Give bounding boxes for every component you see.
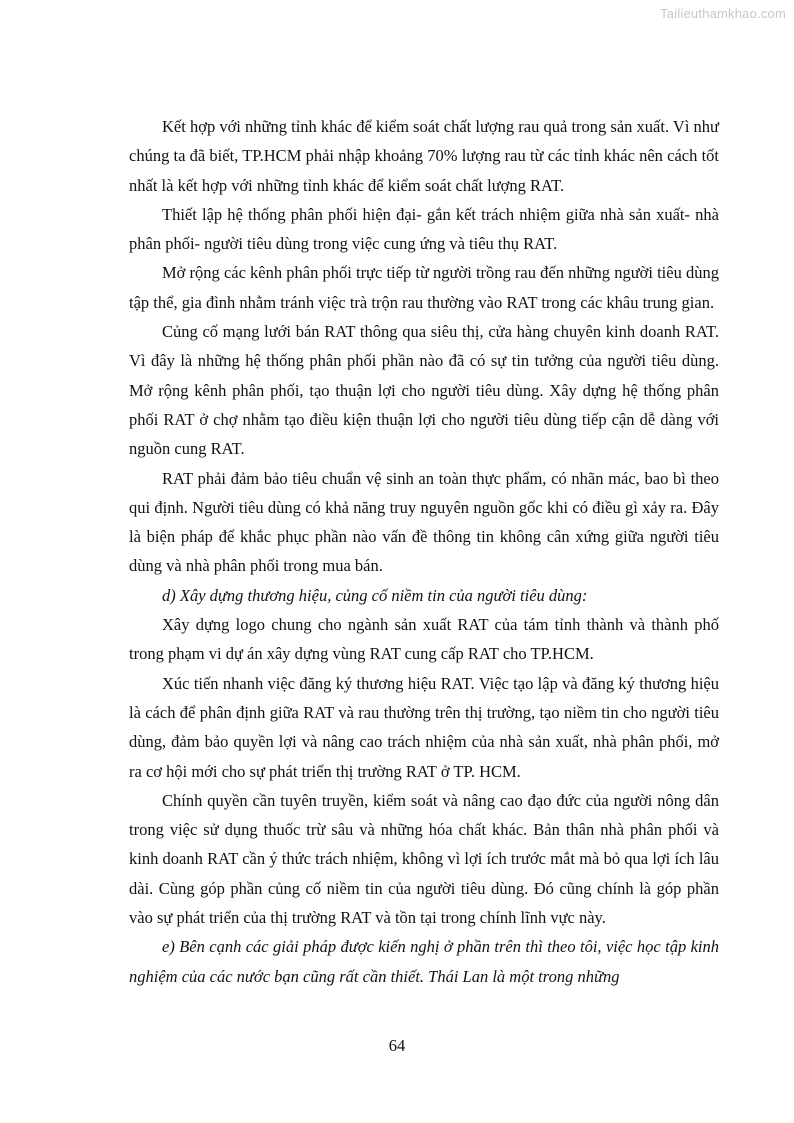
page-number: 64 [388,1036,406,1055]
paragraph: Củng cố mạng lưới bán RAT thông qua siêu thị, cửa hàng chuyên kinh doanh RAT. Vì đây là những hệ thống phân phối phần nào đã có sự tin tưởng của người tiêu dùng. Mở rộng kênh phân phối, tạo thuận lợi cho người tiêu dùng. Xây dựng hệ thống phân phối RAT ở chợ nhằm tạo điều kiện thuận lợi cho người tiêu dùng tiếp cận dễ dàng với nguồn cung RAT. [129,322,719,459]
paragraph: RAT phải đảm bảo tiêu chuẩn vệ sinh an toàn thực phẩm, có nhãn mác, bao bì theo qui định. Người tiêu dùng có khả năng truy nguyên nguồn gốc khi có điều gì xảy ra. Đây là biện pháp để khắc phục phần nào vấn đề thông tin không cân xứng giữa người tiêu dùng và nhà phân phối trong mua bán. [129,468,719,576]
paragraph: Chính quyền cần tuyên truyền, kiểm soát và nâng cao đạo đức của người nông dân trong việc sử dụng thuốc trừ sâu và những hóa chất khác. Bản thân nhà phân phối và kinh doanh RAT cần ý thức trách nhiệm, không vì lợi ích trước mắt mà bỏ qua lợi ích lâu dài. Cùng góp phần củng cố niềm tin của người tiêu dùng. Đó cũng chính là góp phần vào sự phát triển của thị trường RAT và tồn tại trong chính lĩnh vực này. [129,790,719,928]
paragraph: Thiết lập hệ thống phân phối hiện đại- gắn kết trách nhiệm giữa nhà sản xuất- nhà phân phối- người tiêu dùng trong việc cung ứng và tiêu thụ RAT. [129,204,719,254]
watermark: Tailieuthamkhao.com [660,6,786,21]
paragraph: Mở rộng các kênh phân phối trực tiếp từ người trồng rau đến những người tiêu dùng tập thể, gia đình nhằm tránh việc trà trộn rau thường vào RAT trong các khâu trung gian. [129,263,719,312]
section-heading-d: d) Xây dựng thương hiệu, củng cố niềm tin của người tiêu dùng: [162,585,588,605]
paragraph: Kết hợp với những tỉnh khác để kiểm soát chất lượng rau quả trong sản xuất. Vì như chúng ta đã biết, TP.HCM phải nhập khoảng 70% lượng rau từ các tỉnh khác nên cách tốt nhất là kết hợp với những tỉnh khác để kiểm soát chất lượng RAT. [129,117,719,195]
paragraph: Xúc tiến nhanh việc đăng ký thương hiệu RAT. Việc tạo lập và đăng ký thương hiệu là cách để phân định giữa RAT và rau thường trên thị trường, tạo niềm tin cho người tiêu dùng, đảm bảo quyền lợi và nâng cao trách nhiệm của nhà sản xuất, nhà phân phối, mở ra cơ hội mới cho sự phát triển thị trường RAT ở TP. HCM. [129,673,719,781]
document-body [129,112,719,991]
section-paragraph-e: e) Bên cạnh các giải pháp được kiến nghị ở phần trên thì theo tôi, việc học tập kinh nghiệm của các nước bạn cũng rất cần thiết. Thái Lan là một trong những [129,937,719,986]
paragraph: Xây dựng logo chung cho ngành sản xuất RAT của tám tỉnh thành và thành phố trong phạm vi dự án xây dựng vùng RAT cung cấp RAT cho TP.HCM. [129,615,719,664]
